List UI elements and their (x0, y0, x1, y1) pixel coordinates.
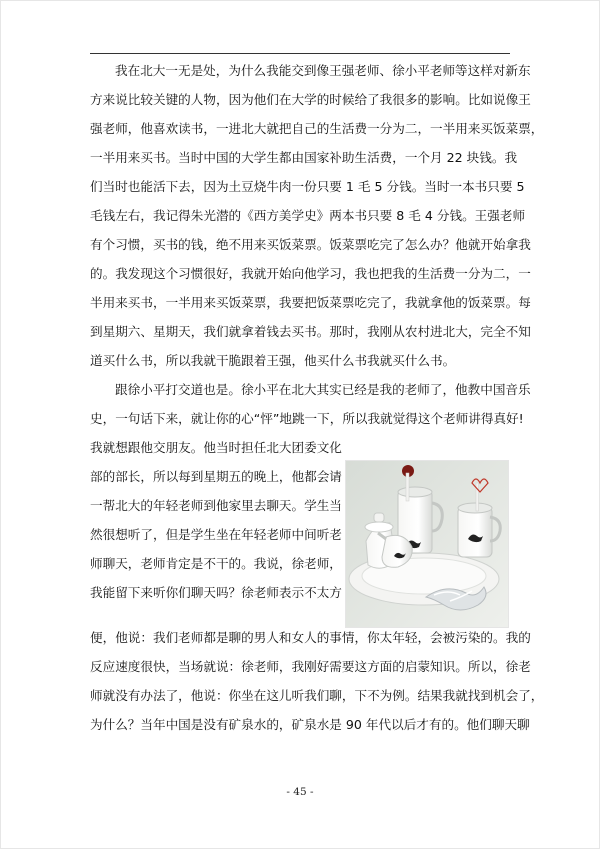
text-line: 方来说比较关键的人物，因为他们在大学的时候给了我很多的影响。比如说像王 (90, 92, 531, 107)
text-line: 师就没有办法了，他说：你坐在这儿听我们聊，下不为例。结果我就找到机会了， (90, 688, 544, 703)
text-line: 史，一句话下来，就让你的心“怦”地跳一下，所以我就觉得这个老师讲得真好! (90, 411, 524, 426)
text-line: 的。我发现这个习惯很好，我就开始向他学习，我也把我的生活费一分为二，一 (90, 266, 531, 281)
text-line: 到星期六、星期天，我们就拿着钱去买书。那时，我刚从农村进北大，完全不知 (90, 324, 531, 339)
teaset-photo (345, 460, 509, 628)
text-line: 强老师，他喜欢读书，一进北大就把自己的生活费一分为二，一半用来买饭菜票， (90, 121, 544, 136)
text-line: 我在北大一无是处，为什么我能交到像王强老师、徐小平老师等这样对新东 (115, 63, 531, 78)
text-line: 便，他说：我们老师都是聊的男人和女人的事情，你太年轻，会被污染的。我的 (90, 630, 531, 645)
text-line: 道买什么书，所以我就干脆跟着王强，他买什么书我就买什么书。 (90, 353, 456, 368)
text-line: 师聊天，老师肯定是不干的。我说，徐老师， (90, 556, 342, 571)
text-line: 毛钱左右，我记得朱光潜的《西方美学史》两本书只要 8 毛 4 分钱。王强老师 (90, 208, 526, 223)
text-line: 为什么？当年中国是没有矿泉水的，矿泉水是 90 年代以后才有的。他们聊天聊 (90, 717, 530, 732)
text-line: 有个习惯，买书的钱，绝不用来买饭菜票。饭菜票吃完了怎么办？他就开始拿我 (90, 237, 531, 252)
text-line: 我就想跟他交朋友。他当时担任北大团委文化 (90, 440, 342, 455)
text-line: 部的部长，所以每到星期五的晚上，他都会请 (90, 469, 342, 484)
page-number: - 45 - (286, 786, 314, 798)
text-line: 半用来买书，一半用来买饭菜票，我要把饭菜票吃完了，我就拿他的饭菜票。每 (90, 295, 531, 310)
header-rule (90, 53, 510, 54)
text-line: 一帮北大的年轻老师到他家里去聊天。学生当 (90, 498, 342, 513)
text-line: 反应速度很快，当场就说：徐老师，我刚好需要这方面的启蒙知识。所以，徐老 (90, 659, 531, 674)
text-line: 一半用来买书。当时中国的大学生都由国家补助生活费，一个月 22 块钱。我 (90, 150, 518, 165)
text-line: 然很想听了，但是学生坐在年轻老师中间听老 (90, 527, 342, 542)
text-line: 我能留下来听你们聊天吗？徐老师表示不太方 (90, 585, 342, 600)
text-line: 跟徐小平打交道也是。徐小平在北大其实已经是我的老师了，他教中国音乐 (115, 382, 531, 397)
text-line: 们当时也能活下去，因为土豆烧牛肉一份只要 1 毛 5 分钱。当时一本书只要 5 (90, 179, 525, 194)
